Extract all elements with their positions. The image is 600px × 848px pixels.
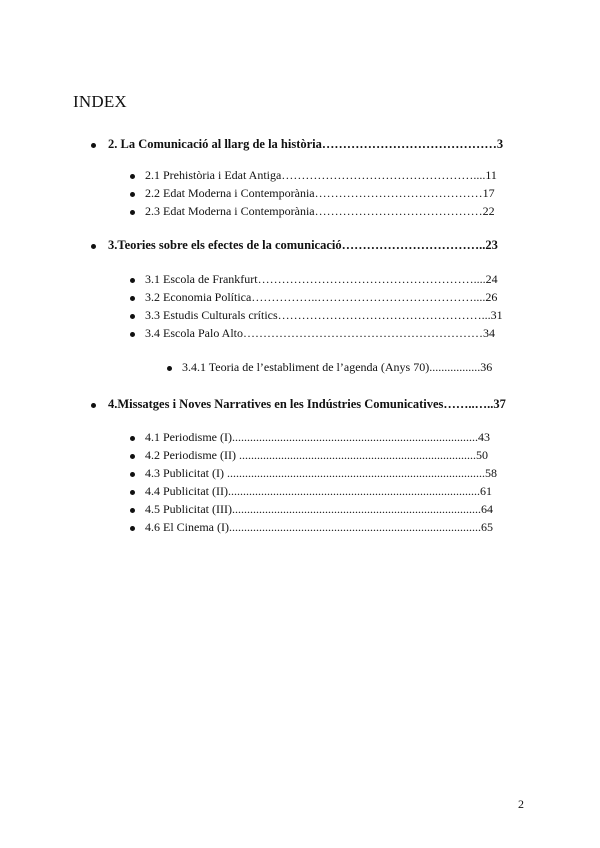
bullet-icon <box>130 526 135 531</box>
bullet-icon <box>130 192 135 197</box>
toc-item-2-1[interactable] <box>145 168 514 184</box>
toc-item-4-1[interactable] <box>145 430 529 446</box>
bullet-icon <box>130 314 135 319</box>
toc-item-3-2[interactable] <box>145 290 529 306</box>
bullet-icon <box>130 278 135 283</box>
bullet-icon <box>130 296 135 301</box>
bullet-icon <box>130 210 135 215</box>
bullet-icon <box>130 490 135 495</box>
toc-item-label: 3.3 Estudis Culturals crítics……………………………………………...31 <box>145 308 503 322</box>
bullet-icon <box>91 403 96 408</box>
toc-item-2-2[interactable] <box>145 186 514 202</box>
toc-item-label: 2.3 Edat Moderna i Contemporània……………………………………22 <box>145 204 495 218</box>
bullet-icon <box>130 472 135 477</box>
toc-item-3-4-1[interactable] <box>182 360 522 376</box>
bullet-icon <box>91 143 96 148</box>
toc-item-label: 2.1 Prehistòria i Edat Antiga…………………………………………....11 <box>145 168 497 182</box>
toc-item-3-1[interactable] <box>145 272 529 288</box>
toc-item-label: 4.3 Publicitat (I) ......................................................................................58 <box>145 466 497 480</box>
toc-item-label: 3.2 Economia Política……………..…………………………………....26 <box>145 290 498 304</box>
toc-item-label: 3.1 Escola de Frankfurt………………………………………………....24 <box>145 272 498 286</box>
toc-item-3-4[interactable] <box>145 326 529 342</box>
bullet-icon <box>130 508 135 513</box>
toc-section-3[interactable] <box>108 238 518 254</box>
toc-item-2-3[interactable] <box>145 204 529 220</box>
toc-item-label: 4.1 Periodisme (I)..................................................................................43 <box>145 430 490 444</box>
toc-item-4-4[interactable] <box>145 484 529 500</box>
bullet-icon <box>167 366 172 371</box>
toc-item-label: 4.4 Publicitat (II)....................................................................................61 <box>145 484 492 498</box>
toc-item-4-2[interactable] <box>145 448 523 464</box>
toc-section-2-label: 2. La Comunicació al llarg de la història……………………………………3 <box>108 137 504 151</box>
toc-item-label: 2.2 Edat Moderna i Contemporània……………………………………17 <box>145 186 495 200</box>
toc-item-label: 3.4.1 Teoria de l’establiment de l’agenda (Anys 70).................36 <box>182 360 493 374</box>
toc-section-3-label: 3.Teories sobre els efectes de la comunicació……………………………..23 <box>108 238 498 252</box>
toc-item-4-3[interactable] <box>145 466 529 482</box>
bullet-icon <box>130 174 135 179</box>
bullet-icon <box>91 244 96 249</box>
toc-item-4-6[interactable] <box>145 520 529 536</box>
toc-item-label: 4.2 Periodisme (II) ...............................................................................50 <box>145 448 488 462</box>
toc-item-3-3[interactable] <box>145 308 529 324</box>
toc-section-4-label: 4.Missatges i Noves Narratives en les Indústries Comunicatives……..…..37 <box>108 397 506 411</box>
toc-item-label: 3.4 Escola Palo Alto……………………………………………………34 <box>145 326 495 340</box>
toc-section-4[interactable] <box>108 397 528 413</box>
bullet-icon <box>130 454 135 459</box>
toc-section-2[interactable] <box>108 137 528 153</box>
toc-item-4-5[interactable] <box>145 502 529 518</box>
page-number: 2 <box>518 797 524 811</box>
index-heading: INDEX <box>73 92 127 111</box>
bullet-icon <box>130 332 135 337</box>
toc-item-label: 4.6 El Cinema (I)....................................................................................65 <box>145 520 493 534</box>
toc-item-label: 4.5 Publicitat (III)...................................................................................64 <box>145 502 493 516</box>
bullet-icon <box>130 436 135 441</box>
